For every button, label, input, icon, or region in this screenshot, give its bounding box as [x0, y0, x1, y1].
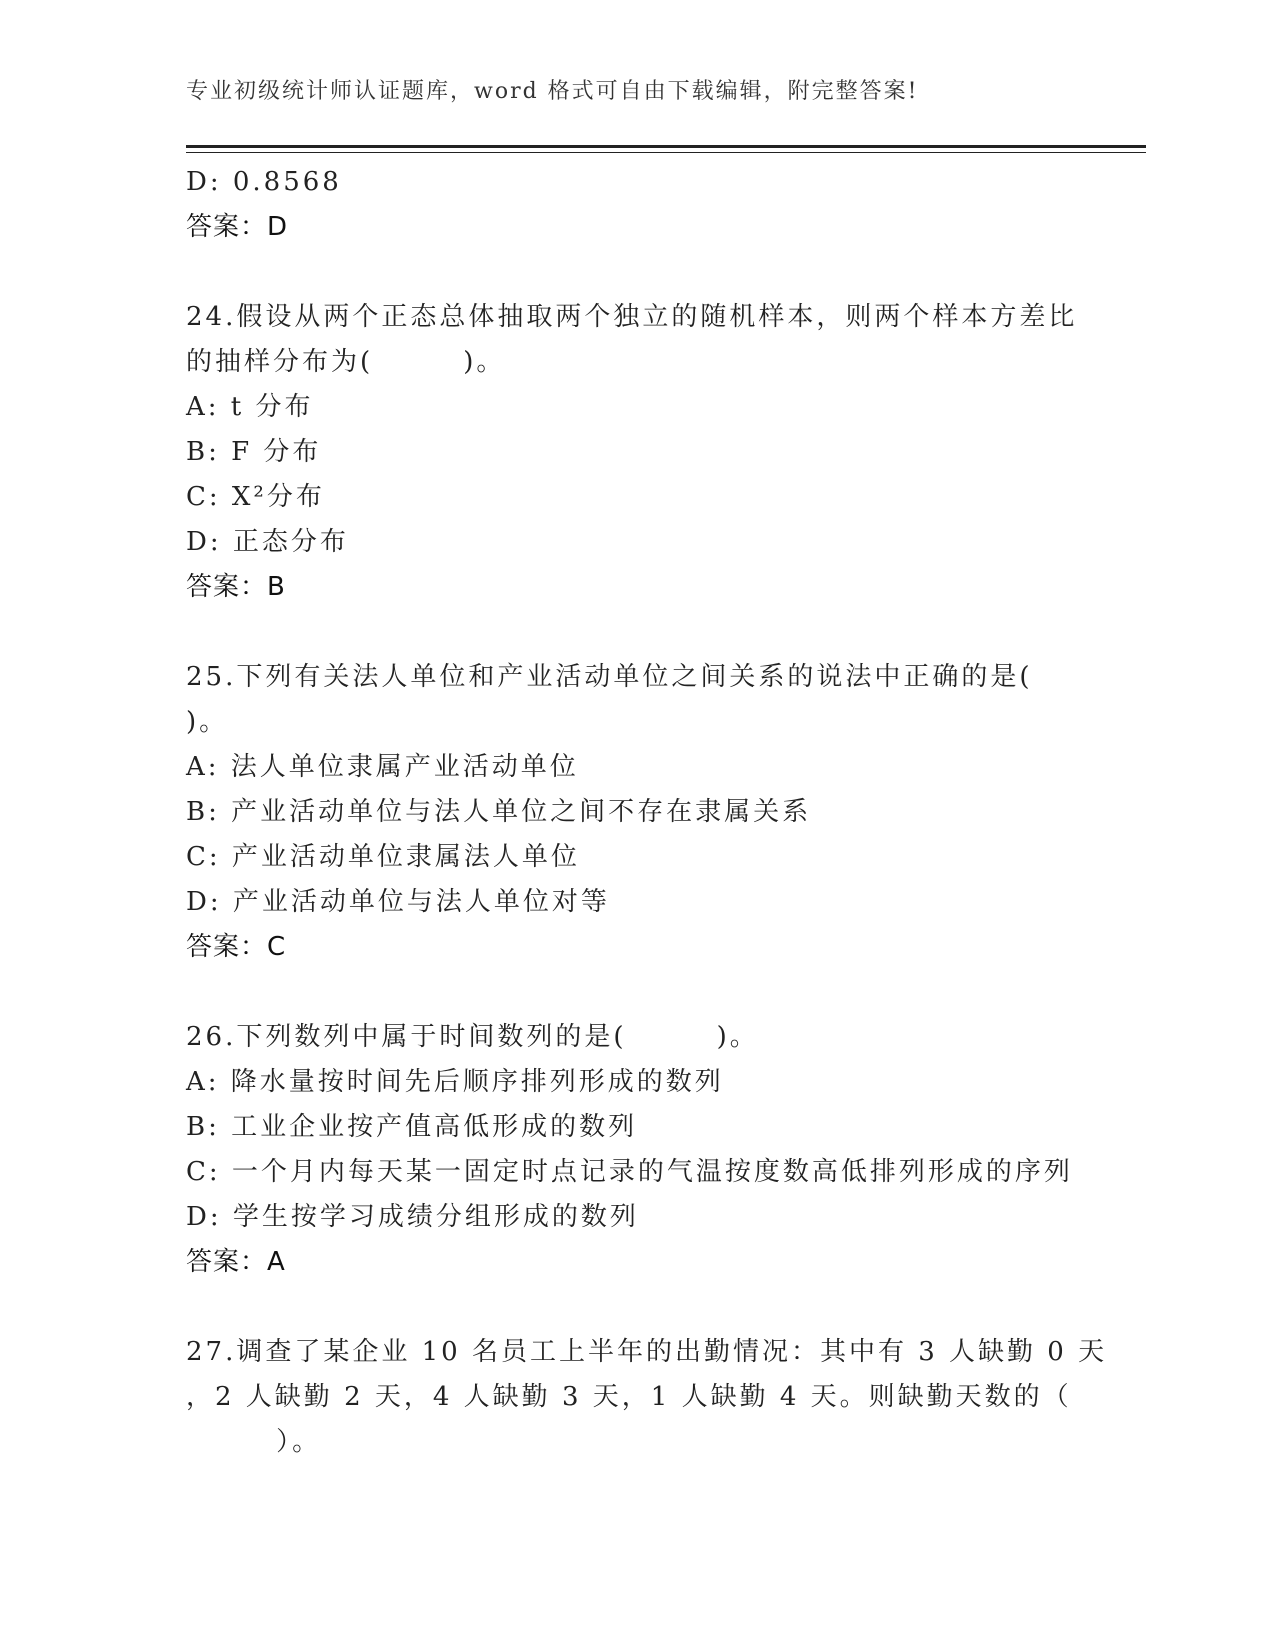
- option-d: D: 产业活动单位与法人单位对等: [186, 887, 610, 917]
- option-d: D: 正态分布: [186, 527, 349, 557]
- question-text: 26.下列数列中属于时间数列的是( )。: [186, 1022, 759, 1052]
- option-d: D: 0.8568: [186, 167, 342, 197]
- question-text: 27.调查了某企业 10 名员工上半年的出勤情况：其中有 3 人缺勤 0 天: [186, 1337, 1108, 1367]
- option-a: A: 法人单位隶属产业活动单位: [186, 752, 579, 782]
- question-25: [186, 655, 1086, 970]
- question-text: 24.假设从两个正态总体抽取两个独立的随机样本，则两个样本方差比: [186, 302, 1078, 332]
- option-b: B: 工业企业按产值高低形成的数列: [186, 1112, 638, 1142]
- spacer: [186, 250, 1086, 295]
- option-c: C: 一个月内每天某一固定时点记录的气温按度数高低排列形成的序列: [186, 1157, 1073, 1187]
- spacer: [186, 610, 1086, 655]
- question-text: ）。: [186, 1427, 322, 1457]
- header-rule-thick: [186, 145, 1146, 148]
- question-23-tail: [186, 160, 1086, 250]
- option-a: A: t 分布: [186, 392, 314, 422]
- answer: 答案：D: [186, 212, 289, 242]
- question-26: [186, 1015, 1086, 1285]
- option-a: A: 降水量按时间先后顺序排列形成的数列: [186, 1067, 724, 1097]
- answer: 答案：C: [186, 932, 287, 962]
- spacer: [186, 1285, 1086, 1330]
- question-27: [186, 1330, 1108, 1465]
- answer: 答案：B: [186, 572, 286, 602]
- option-b: B: 产业活动单位与法人单位之间不存在隶属关系: [186, 797, 812, 827]
- header-rule-thin: [186, 152, 1146, 153]
- option-c: C: 产业活动单位隶属法人单位: [186, 842, 580, 872]
- option-c: C: X²分布: [186, 482, 325, 512]
- page-header: 专业初级统计师认证题库，word 格式可自由下载编辑，附完整答案!: [186, 79, 919, 104]
- question-list: [186, 160, 1108, 1465]
- spacer: [186, 970, 1086, 1015]
- question-text: 的抽样分布为( )。: [186, 347, 506, 377]
- option-d: D: 学生按学习成绩分组形成的数列: [186, 1202, 639, 1232]
- question-24: [186, 295, 1086, 610]
- question-text: ，2 人缺勤 2 天，4 人缺勤 3 天，1 人缺勤 4 天。则缺勤天数的（: [186, 1382, 1072, 1412]
- question-text: )。: [186, 707, 229, 737]
- answer: 答案：A: [186, 1247, 286, 1277]
- question-text: 25.下列有关法人单位和产业活动单位之间关系的说法中正确的是(: [186, 662, 1033, 692]
- option-b: B: F 分布: [186, 437, 322, 467]
